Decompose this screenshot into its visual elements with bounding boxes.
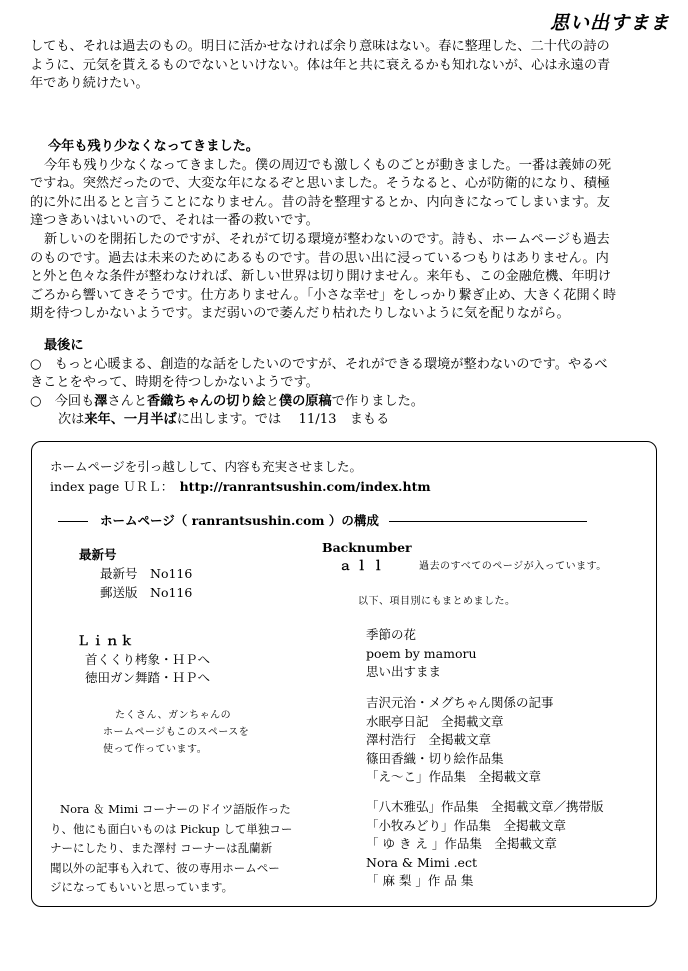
category-list — [366, 694, 554, 787]
link-item[interactable]: 徳田ガン舞踏・ＨＰへ — [85, 670, 211, 685]
category-link[interactable]: 篠田香織・切り絵作品集 — [366, 750, 504, 766]
backnumber-heading: Backnumber — [322, 540, 412, 555]
future-plans-note: Nora ＆ Mimi コーナーのドイツ語版作った り、他にも面白いものは Pickup して単独コー ナーにしたり、また澤村 コーナーは乱蘭新 聞以外の記事も入れて、彼の専用ホームペー ジになってもいいと思っています。 — [50, 802, 293, 894]
backnumber-summary: 以下、項目別にもまとめました。 — [358, 596, 516, 607]
structure-title: ホームページ（ ranrantsushin.com ）の構成 — [100, 513, 379, 528]
bullet-text: もっと心暖まる、創造的な話をしたいのですが、それができる環境が整わないのです。やるべ — [54, 356, 608, 372]
intro-line: 年であり続けたい。 — [30, 76, 149, 92]
category-link[interactable]: 思い出すまま — [366, 664, 442, 679]
next-issue-line: 次は来年、一月半ばに出します。では 11/13 まもる — [58, 412, 390, 428]
bullet-icon: ○ — [30, 356, 42, 372]
body-line: と外と色々な条件が整わなければ、新しい世界は切り開けません。来年も、この金融危機、年明け — [30, 269, 612, 285]
latest-heading: 最新号 — [79, 547, 117, 562]
backnumber-all-description: 過去のすべてのページが入っています。 — [419, 561, 607, 572]
bullet-icon: ○ — [30, 393, 42, 409]
body-line: 期を待つしかないようです。まだ弱いので萎んだり枯れたりしないように気を配りながら。 — [30, 306, 570, 322]
body-line: ごろから響いてきそうです。仕方ありません。「小さな幸せ」をしっかり繋ぎ止め、大きく花開く時 — [30, 287, 617, 303]
intro-line: しても、それは過去のもの。明日に活かせなければ余り意味はない。春に整理した、二十代の詩の — [30, 39, 610, 54]
category-link[interactable]: Nora & Mimi .ect — [366, 854, 477, 870]
body-line: 新しいのを開拓したのですが、それがて切る環境が整わないのです。詩も、ホームページも過去 — [44, 231, 610, 247]
bullet-continuation: きことをやって、時期を待つしかないようです。 — [30, 375, 319, 391]
latest-issue-link[interactable]: 最新号 No116 — [100, 566, 193, 581]
section-heading: 今年も残り少なくなってきました。 — [48, 139, 259, 154]
category-link[interactable]: 水眠亭日記 全掲載文章 — [366, 713, 504, 729]
page-header-title: 思い出すまま — [549, 12, 670, 34]
mail-issue-link[interactable]: 郵送版 No116 — [100, 585, 193, 600]
url-label: index page ＵＲＬ： — [50, 479, 168, 494]
intro-line: ように、元気を貰えるものでないといけない。体は年と共に衰えるかも知れないが、心は永遠の青 — [30, 57, 611, 73]
body-line: ですね。突然だったので、大変な年になるぞと思いました。そうなると、心が防衛的になり、積極 — [30, 176, 610, 192]
intro-paragraph — [30, 38, 666, 94]
moved-notice: ホームページを引っ越しして、内容も充実させました。 — [50, 459, 363, 474]
space-note: たくさん、ガンちゃんの ホームページもこのスペースを 使って作っています。 — [103, 710, 250, 755]
link-heading: Ｌｉｎｋ — [77, 633, 136, 648]
category-link[interactable]: 「え～こ」作品集 全掲載文章 — [366, 769, 542, 784]
body-line: のものです。過去は未来のためにあるものです。昔の思い出に浸っているつもりはありません。内 — [30, 250, 609, 266]
backnumber-all-link[interactable]: ａｌｌ — [339, 558, 389, 573]
category-link[interactable]: 「 ゆ き え 」作品集 全掲載文章 — [366, 836, 557, 851]
section-finally — [30, 337, 666, 430]
category-link[interactable]: 季節の花 — [366, 627, 417, 642]
category-list — [366, 798, 604, 891]
homepage-url-link[interactable]: http://ranrantsushin.com/index.htm — [179, 479, 431, 494]
category-link[interactable]: 澤村浩行 全掲載文章 — [366, 732, 492, 747]
section-heading: 最後に — [44, 338, 84, 353]
category-link[interactable]: 「八木雅弘」作品集 全掲載文章／携帯版 — [366, 799, 604, 814]
homepage-info-box — [31, 441, 657, 907]
bullet-item: ○ 今回も澤さんと香織ちゃんの切り絵と僕の原稿で作りました。 — [30, 393, 424, 409]
section-this-year — [30, 138, 666, 324]
link-item[interactable]: 首くくり栲象・ＨＰへ — [85, 652, 211, 667]
category-link[interactable]: 「 麻 梨 」作 品 集 — [366, 873, 474, 888]
category-link[interactable]: 「小牧みどり」作品集 全掲載文章 — [366, 817, 567, 833]
divider-line — [389, 521, 587, 522]
body-line: 達つきあいはいいので、それは一番の救いです。 — [30, 213, 319, 229]
divider-line — [58, 521, 88, 522]
category-link[interactable]: 吉沢元治・メグちゃん関係の記事 — [366, 695, 554, 710]
bullet-item — [30, 356, 666, 375]
category-list — [366, 626, 477, 682]
category-link[interactable]: poem by mamoru — [366, 645, 477, 661]
url-line — [50, 478, 431, 495]
body-line: 今年も残り少なくなってきました。僕の周辺でも激しくものごとが動きました。一番は義姉の死 — [44, 157, 612, 173]
body-line: 的に外に出るとと言うことになりません。昔の詩を整理するとか、内向きになってしまいます。友 — [30, 194, 610, 210]
